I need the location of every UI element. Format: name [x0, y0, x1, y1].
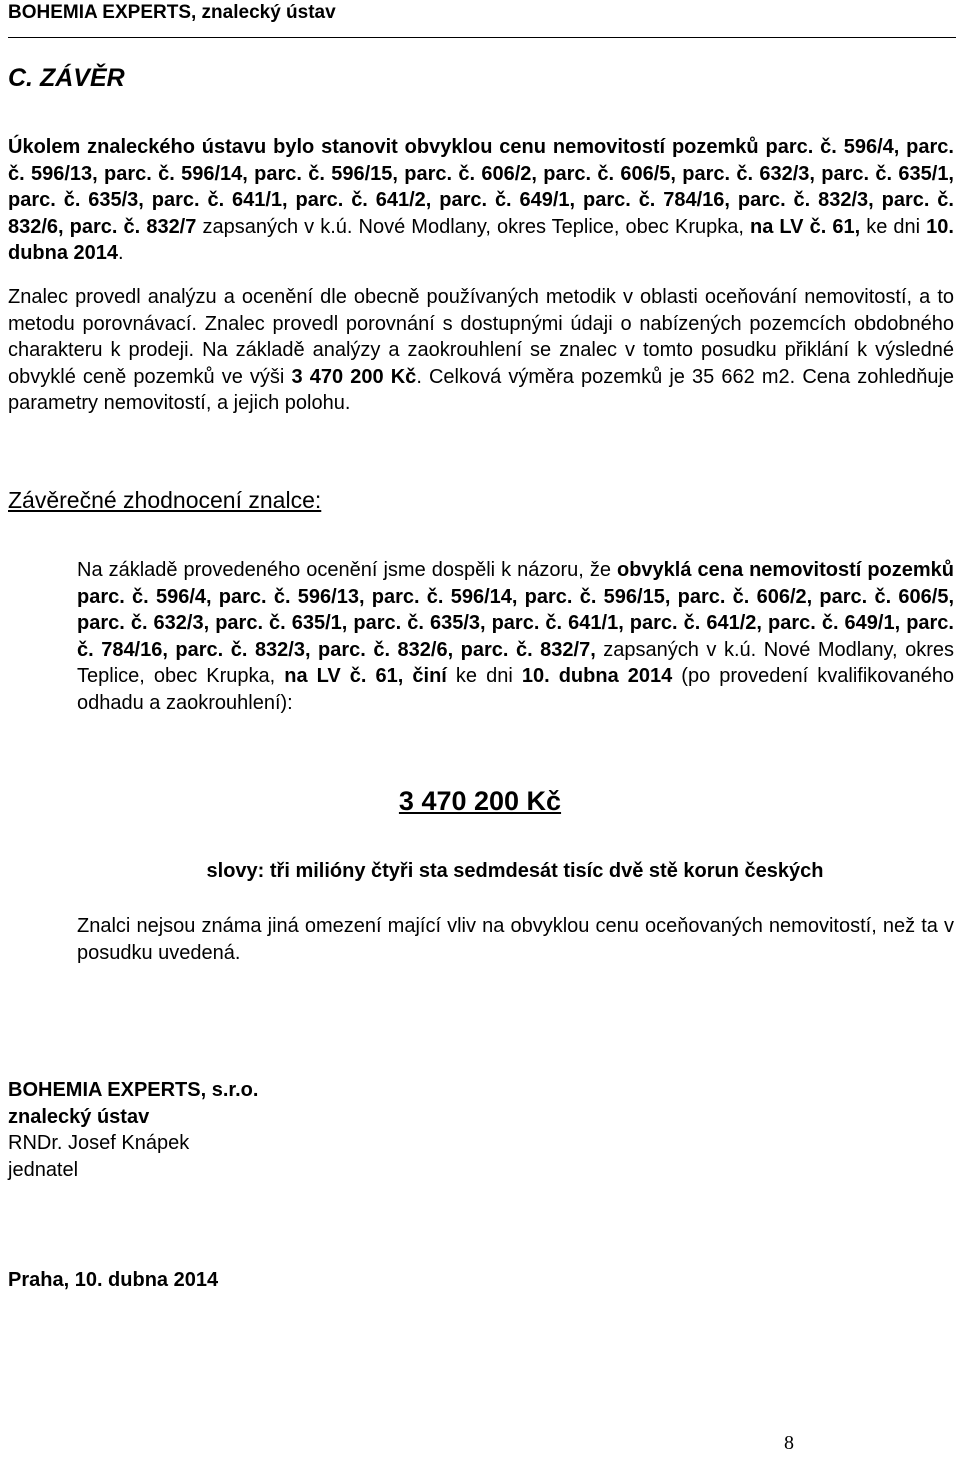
text-run: Úkolem znaleckého ústavu bylo stanovit obvyklou cenu nemovitostí pozemků parc. č. 596/4, parc. č. 596/13, parc. č. 596/14, parc. č. 596/15, parc. č. 606/2, parc. č. 606/5, parc. č. 632/3, parc. č. 635/1, parc. č. 635/3, parc. č. 641/1, parc. č. 641/2, parc. č. 649/1, parc. č. 784/16, parc. č. 832/3, parc. č. 832/6, parc. č. 832/7	[8, 136, 954, 238]
text-run: Na základě provedeného ocenění jsme dospěli k názoru, že	[77, 559, 617, 581]
text-run: 3 470 200 Kč	[291, 365, 417, 388]
text-run: . Celková výměra pozemků je 35 662 m2. Cena zohledňuje parametry nemovitostí, a jejich polohu.	[8, 365, 955, 414]
conclusion-heading: Závěrečné zhodnocení znalce:	[8, 487, 322, 513]
text-run: zapsaných v k.ú. Nové Modlany, okres Teplice, obec Krupka,	[77, 638, 954, 687]
header-divider	[8, 37, 956, 38]
text-run: ke dni	[446, 665, 522, 687]
text-run: ke dni	[860, 215, 927, 238]
signature-role: jednatel	[8, 1158, 79, 1181]
text-run: na LV č. 61,	[750, 215, 861, 238]
text-run: Znalec provedl analýzu a ocenění dle obecně používaných metodik v oblasti oceňování nemovitostí, a to metodu porovnávací. Znalec provedl porovnání s dostupnými údaji o nabízených pozemcích obdobného charakteru k prodeji. Na základě analýzy a zaokrouhlení se znalec v tomto posudku přiklání k výsledné obvyklé ceně pozemků ve výši	[8, 286, 954, 388]
place-date: Praha, 10. dubna 2014	[8, 1269, 219, 1291]
signature-person: RNDr. Josef Knápek	[8, 1132, 190, 1154]
text-run: .	[118, 242, 124, 264]
document-header: BOHEMIA EXPERTS, znalecký ústav	[8, 2, 336, 23]
section-title: C. ZÁVĚR	[8, 64, 125, 92]
text-run: 10. dubna 2014	[521, 665, 673, 687]
text-run: 10. dubna 2014	[8, 215, 954, 264]
signature-institute: znalecký ústav	[8, 1105, 150, 1128]
text-run: (po provedení kvalifikovaného odhadu a zaokrouhlení):	[77, 665, 955, 714]
task-paragraph	[8, 134, 954, 267]
text-run: obvyklá cena nemovitostí pozemků parc. č. 596/4, parc. č. 596/13, parc. č. 596/14, parc. č. 596/15, parc. č. 606/2, parc. č. 606/5, parc. č. 632/3, parc. č. 635/1, parc. č. 635/3, parc. č. 641/1, parc. č. 641/2, parc. č. 649/1, parc. č. 784/16, parc. č. 832/3, parc. č. 832/6, parc. č. 832/7,	[77, 559, 955, 661]
analysis-paragraph	[8, 284, 954, 417]
price-amount: 3 470 200 Kč	[398, 786, 562, 816]
signature-company: BOHEMIA EXPERTS, s.r.o.	[8, 1079, 259, 1101]
signature-block	[8, 1077, 258, 1183]
page-number: 8	[784, 1432, 794, 1454]
text-run: zapsaných v k.ú. Nové Modlany, okres Teplice, obec Krupka,	[196, 215, 750, 238]
price-in-words: slovy: tři milióny čtyři sta sedmdesát tisíc dvě stě korun českých	[206, 860, 824, 882]
limitations-paragraph: Znalci nejsou známa jiná omezení mající vliv na obvyklou cenu oceňovaných nemovitostí, než ta v posudku uvedená.	[77, 915, 954, 964]
conclusion-paragraph	[77, 557, 954, 716]
text-run: na LV č. 61, činí	[284, 665, 447, 687]
